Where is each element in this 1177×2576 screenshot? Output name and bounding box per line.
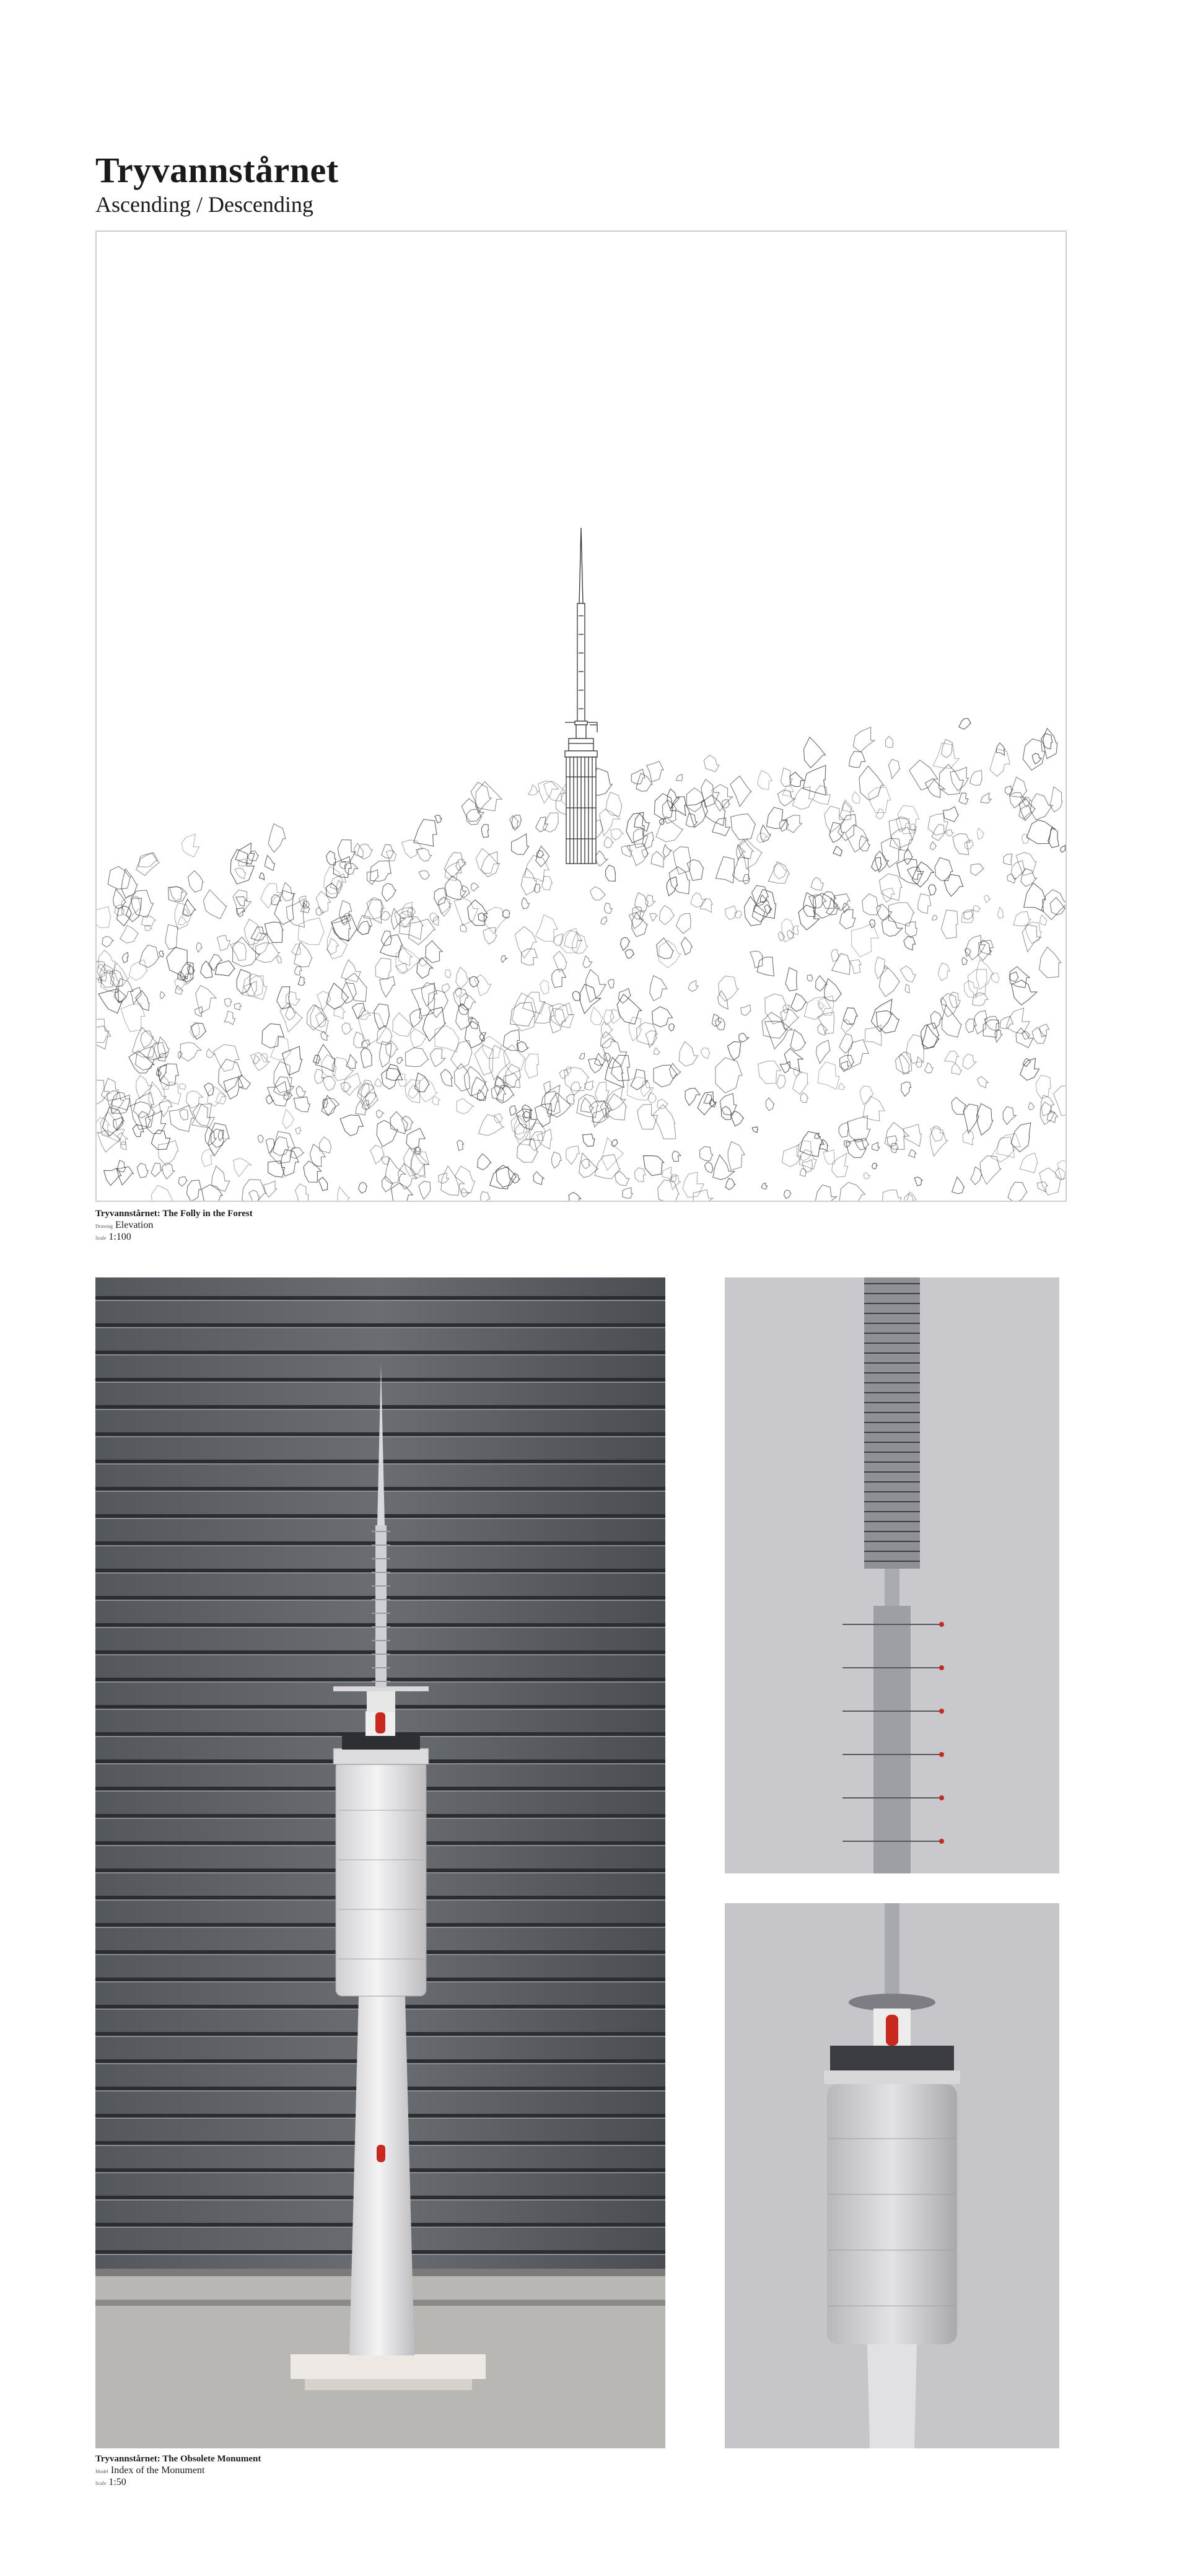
model-photo-cabin-detail — [725, 1903, 1059, 2448]
photo-caption-title: Tryvannstårnet: The Obsolete Monument — [95, 2454, 261, 2464]
drawing-scale-value: 1:100 — [108, 1232, 131, 1243]
photo-scale-label: Scale — [95, 2481, 107, 2487]
model-photo-antenna-detail — [725, 1277, 1059, 1873]
page-title: Tryvannstårnet — [95, 150, 339, 190]
drawing-caption — [95, 1208, 253, 1243]
drawing-caption-title: Tryvannstårnet: The Folly in the Forest — [95, 1209, 253, 1219]
elevation-drawing — [95, 230, 1067, 1202]
photo-type-label: Model — [95, 2469, 108, 2474]
photo-caption — [95, 2453, 261, 2488]
page-subtitle: Ascending / Descending — [95, 192, 313, 217]
drawing-type-label: Drawing — [95, 1224, 113, 1229]
drawing-scale-label: Scale — [95, 1235, 107, 1242]
photo-scale-value: 1:50 — [108, 2477, 126, 2488]
drawing-type-value: Elevation — [115, 1220, 154, 1230]
elevation-drawing-svg — [97, 232, 1065, 1201]
tower-elevation — [565, 528, 597, 864]
photo-type-value: Index of the Monument — [110, 2465, 205, 2476]
model-photo-full — [95, 1277, 665, 2448]
